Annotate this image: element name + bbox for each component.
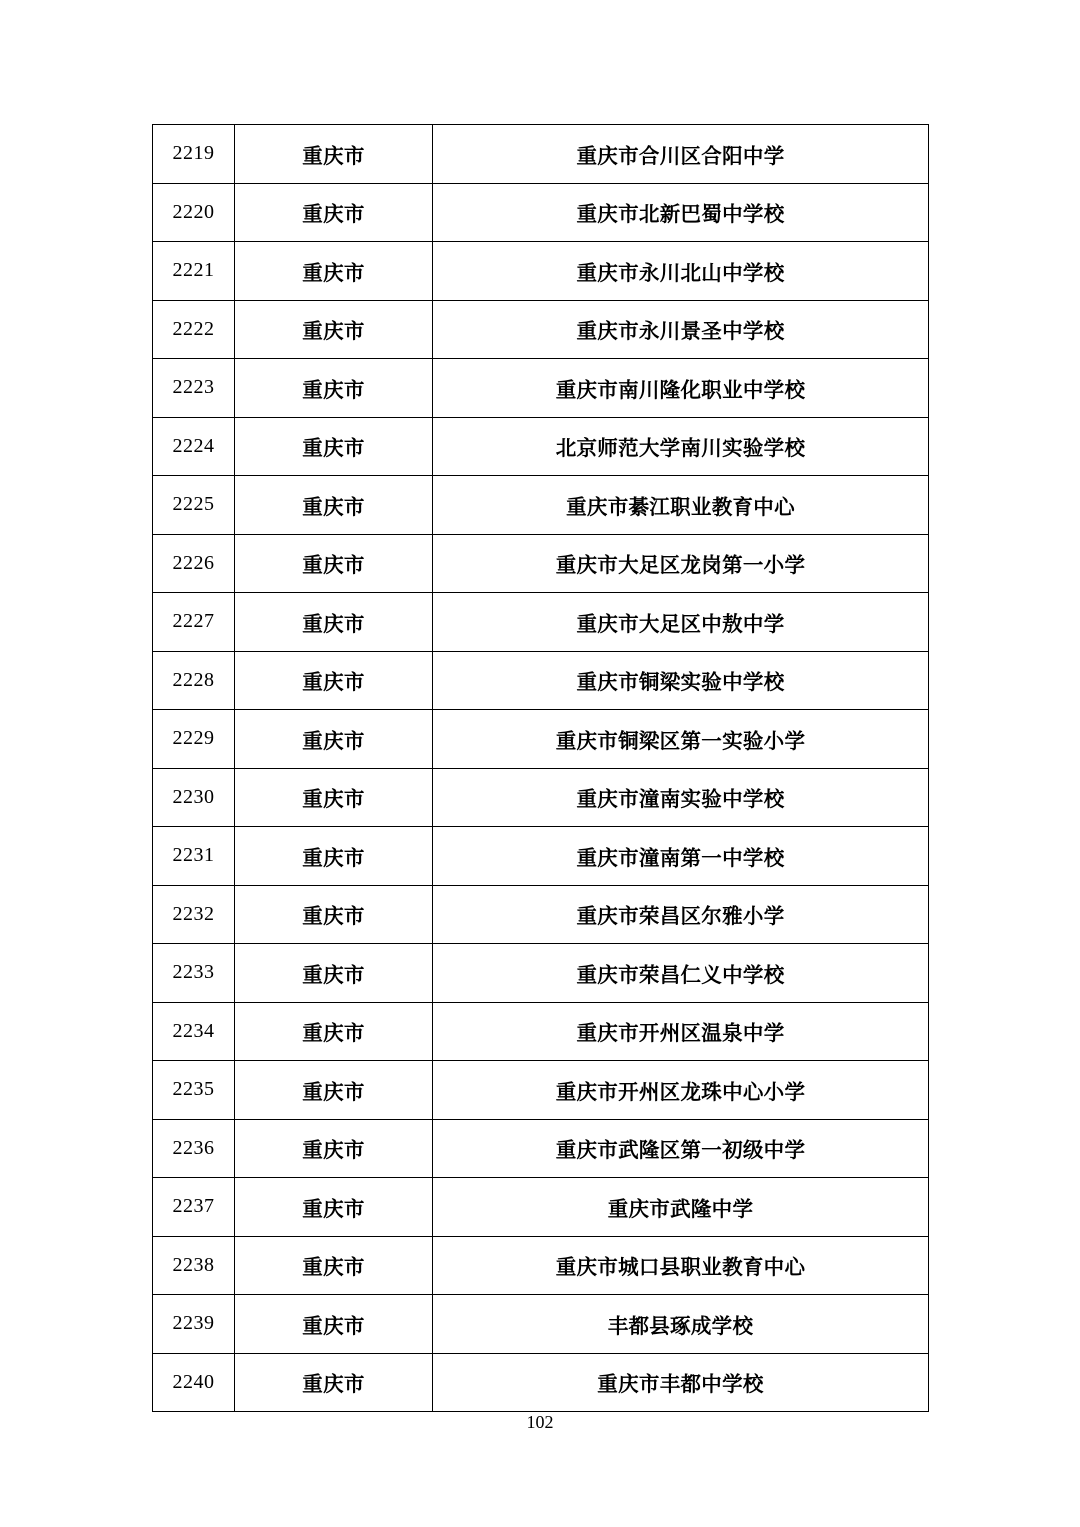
table-row [153, 944, 929, 1003]
row-region-cell: 重庆市 [235, 183, 433, 242]
row-region-cell: 重庆市 [235, 476, 433, 535]
table-row [153, 1061, 929, 1120]
table-row [153, 885, 929, 944]
row-school-name-cell: 重庆市城口县职业教育中心 [433, 1236, 929, 1295]
row-school-name-cell: 重庆市潼南第一中学校 [433, 827, 929, 886]
row-school-name-cell: 重庆市铜梁实验中学校 [433, 651, 929, 710]
row-index-cell: 2225 [153, 476, 235, 535]
table-row [153, 1295, 929, 1354]
row-school-name-cell: 重庆市大足区中敖中学 [433, 593, 929, 652]
table-row [153, 417, 929, 476]
row-region-cell: 重庆市 [235, 1061, 433, 1120]
table-row [153, 651, 929, 710]
table-row [153, 593, 929, 652]
table-row [153, 300, 929, 359]
table-row [153, 1002, 929, 1061]
row-school-name-cell: 重庆市綦江职业教育中心 [433, 476, 929, 535]
row-index-cell: 2234 [153, 1002, 235, 1061]
row-index-cell: 2231 [153, 827, 235, 886]
table-row [153, 1178, 929, 1237]
table-row [153, 1119, 929, 1178]
row-school-name-cell: 重庆市铜梁区第一实验小学 [433, 710, 929, 769]
table-row [153, 242, 929, 301]
row-school-name-cell: 重庆市开州区龙珠中心小学 [433, 1061, 929, 1120]
row-school-name-cell: 重庆市开州区温泉中学 [433, 1002, 929, 1061]
row-region-cell: 重庆市 [235, 300, 433, 359]
row-region-cell: 重庆市 [235, 1002, 433, 1061]
row-region-cell: 重庆市 [235, 1295, 433, 1354]
row-index-cell: 2233 [153, 944, 235, 1003]
row-index-cell: 2228 [153, 651, 235, 710]
table-row [153, 125, 929, 184]
row-school-name-cell: 重庆市武隆区第一初级中学 [433, 1119, 929, 1178]
row-school-name-cell: 重庆市荣昌仁义中学校 [433, 944, 929, 1003]
row-school-name-cell: 重庆市荣昌区尔雅小学 [433, 885, 929, 944]
row-region-cell: 重庆市 [235, 242, 433, 301]
row-index-cell: 2236 [153, 1119, 235, 1178]
school-list-table [152, 124, 929, 1412]
row-index-cell: 2227 [153, 593, 235, 652]
row-school-name-cell: 重庆市合川区合阳中学 [433, 125, 929, 184]
row-index-cell: 2222 [153, 300, 235, 359]
table-row [153, 183, 929, 242]
row-region-cell: 重庆市 [235, 1119, 433, 1178]
row-index-cell: 2226 [153, 534, 235, 593]
row-index-cell: 2239 [153, 1295, 235, 1354]
row-region-cell: 重庆市 [235, 125, 433, 184]
row-school-name-cell: 重庆市丰都中学校 [433, 1353, 929, 1412]
row-index-cell: 2232 [153, 885, 235, 944]
row-region-cell: 重庆市 [235, 651, 433, 710]
row-index-cell: 2220 [153, 183, 235, 242]
row-region-cell: 重庆市 [235, 534, 433, 593]
row-school-name-cell: 重庆市南川隆化职业中学校 [433, 359, 929, 418]
row-region-cell: 重庆市 [235, 944, 433, 1003]
row-school-name-cell: 重庆市北新巴蜀中学校 [433, 183, 929, 242]
row-index-cell: 2229 [153, 710, 235, 769]
row-school-name-cell: 丰都县琢成学校 [433, 1295, 929, 1354]
row-region-cell: 重庆市 [235, 710, 433, 769]
row-index-cell: 2219 [153, 125, 235, 184]
row-index-cell: 2240 [153, 1353, 235, 1412]
row-region-cell: 重庆市 [235, 1353, 433, 1412]
row-index-cell: 2230 [153, 768, 235, 827]
row-index-cell: 2221 [153, 242, 235, 301]
table-row [153, 1353, 929, 1412]
table-row [153, 768, 929, 827]
page-number: 102 [526, 1412, 554, 1432]
row-school-name-cell: 重庆市潼南实验中学校 [433, 768, 929, 827]
table-row [153, 710, 929, 769]
table-row [153, 359, 929, 418]
row-index-cell: 2237 [153, 1178, 235, 1237]
row-region-cell: 重庆市 [235, 1236, 433, 1295]
row-region-cell: 重庆市 [235, 417, 433, 476]
row-region-cell: 重庆市 [235, 1178, 433, 1237]
row-index-cell: 2235 [153, 1061, 235, 1120]
row-region-cell: 重庆市 [235, 885, 433, 944]
row-region-cell: 重庆市 [235, 827, 433, 886]
row-school-name-cell: 北京师范大学南川实验学校 [433, 417, 929, 476]
table-row [153, 827, 929, 886]
table-body [153, 125, 929, 1412]
row-school-name-cell: 重庆市武隆中学 [433, 1178, 929, 1237]
row-index-cell: 2238 [153, 1236, 235, 1295]
row-region-cell: 重庆市 [235, 768, 433, 827]
table-row [153, 1236, 929, 1295]
row-index-cell: 2223 [153, 359, 235, 418]
row-region-cell: 重庆市 [235, 593, 433, 652]
table-row [153, 476, 929, 535]
row-region-cell: 重庆市 [235, 359, 433, 418]
row-index-cell: 2224 [153, 417, 235, 476]
row-school-name-cell: 重庆市大足区龙岗第一小学 [433, 534, 929, 593]
row-school-name-cell: 重庆市永川景圣中学校 [433, 300, 929, 359]
table-row [153, 534, 929, 593]
row-school-name-cell: 重庆市永川北山中学校 [433, 242, 929, 301]
